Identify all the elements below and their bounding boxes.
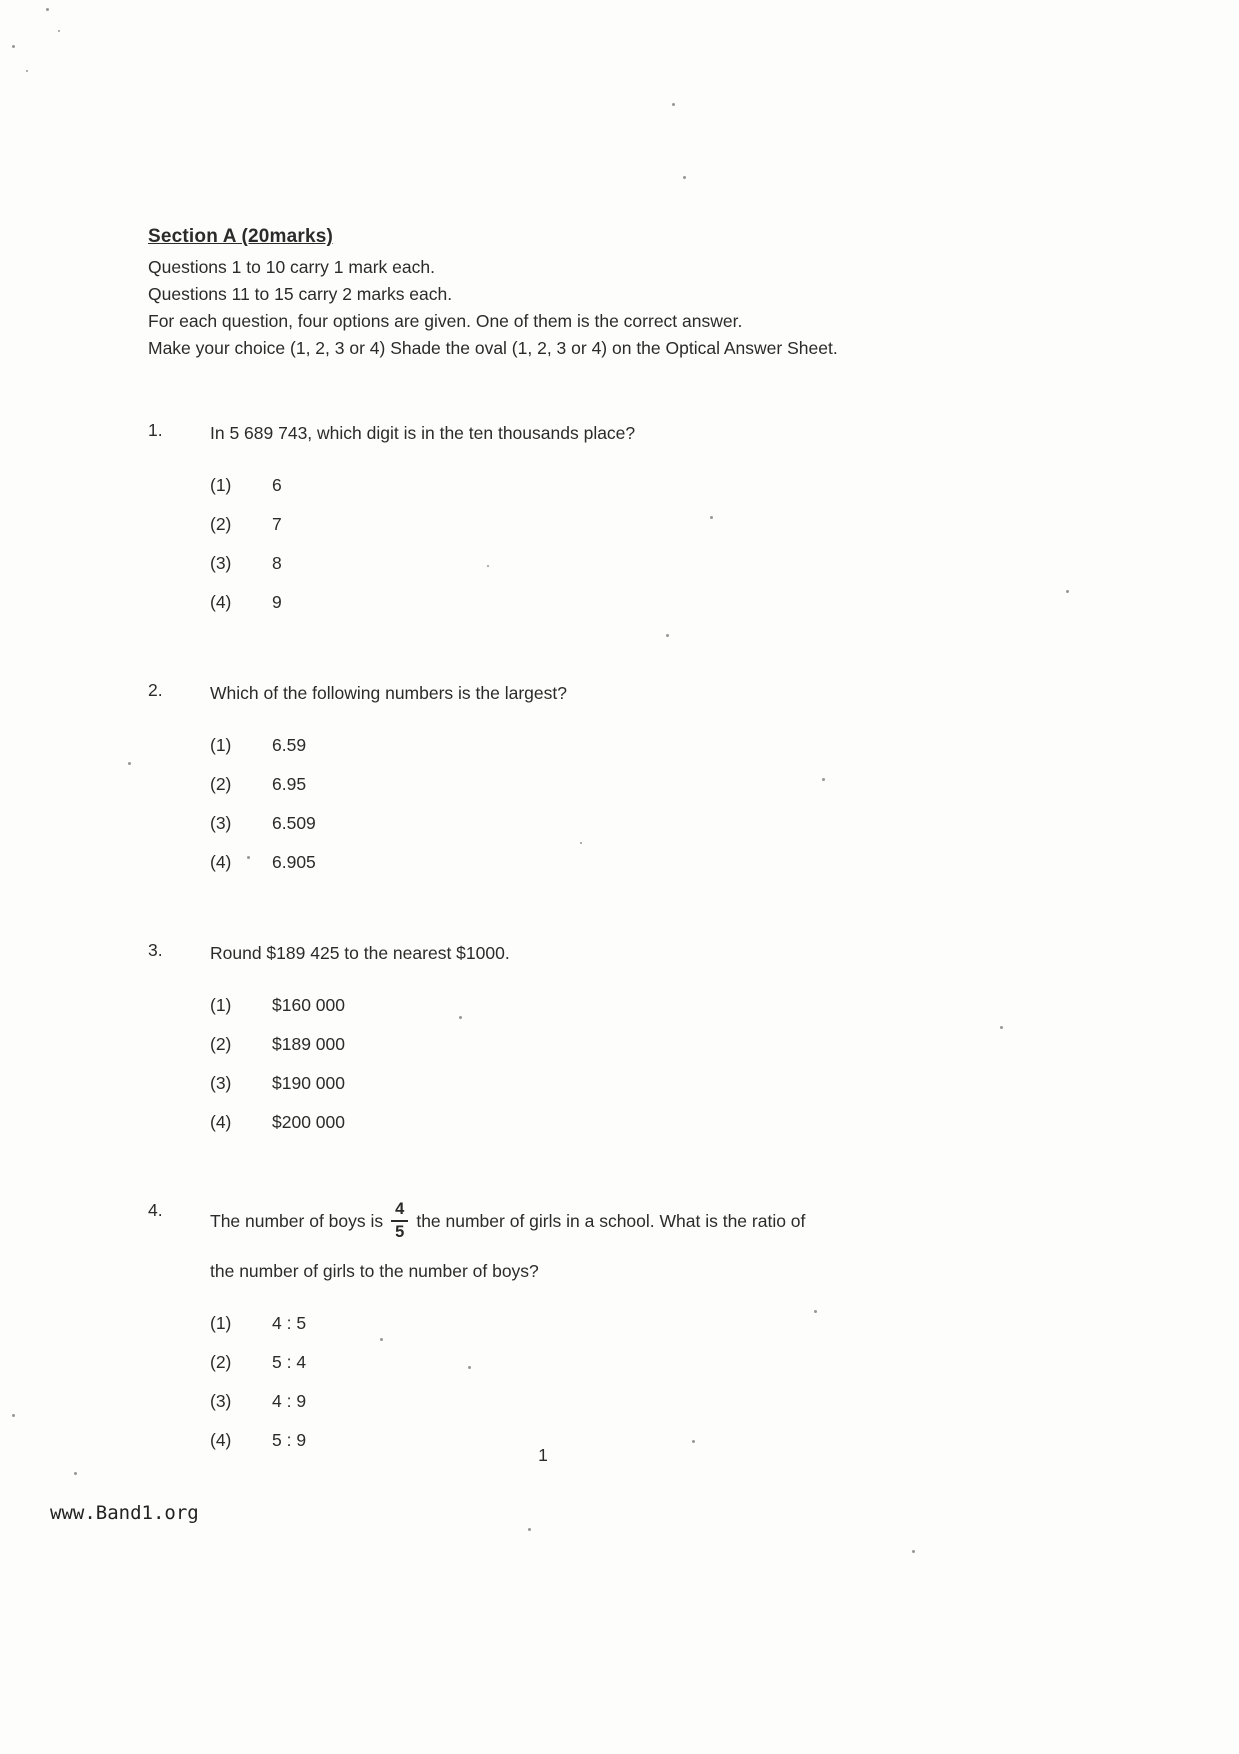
scan-speck <box>12 1414 15 1417</box>
header-line: Make your choice (1, 2, 3 or 4) Shade the oval (1, 2, 3 or 4) on the Optical Answer Sheet. <box>148 338 838 358</box>
question-block <box>148 420 948 622</box>
option-row <box>210 1343 948 1382</box>
scan-speck <box>1066 590 1069 593</box>
scan-speck <box>459 1016 462 1019</box>
option-value: 4 : 9 <box>272 1391 307 1411</box>
question-text <box>210 1200 948 1242</box>
option-value: 6.59 <box>272 735 307 755</box>
page-number: 1 <box>538 1445 548 1465</box>
fraction-denominator: 5 <box>395 1223 405 1241</box>
questions <box>148 420 948 1460</box>
scan-speck <box>26 70 28 72</box>
options-list <box>210 1304 948 1460</box>
option-row <box>210 466 948 505</box>
option-row <box>210 1103 948 1142</box>
option-value: 6 <box>272 475 282 495</box>
option-row <box>210 1304 948 1343</box>
scan-speck <box>74 1472 77 1475</box>
options-list <box>210 466 948 622</box>
fraction-numerator: 4 <box>391 1200 408 1222</box>
option-row <box>210 804 948 843</box>
question-number: 3. <box>148 940 163 960</box>
scan-speck <box>12 45 15 48</box>
option-value: $160 000 <box>272 995 345 1015</box>
option-label: (2) <box>210 514 232 534</box>
option-label: (1) <box>210 735 232 755</box>
option-value: $189 000 <box>272 1034 345 1054</box>
option-value: $200 000 <box>272 1112 345 1132</box>
fraction <box>391 1200 408 1242</box>
option-row <box>210 986 948 1025</box>
scan-speck <box>528 1528 531 1531</box>
option-row <box>210 1064 948 1103</box>
options-list <box>210 726 948 882</box>
option-row <box>210 1025 948 1064</box>
scan-speck <box>672 103 675 106</box>
header-line: For each question, four options are given. One of them is the correct answer. <box>148 311 743 331</box>
scan-speck <box>822 778 825 781</box>
option-row <box>210 583 948 622</box>
option-value: 5 : 4 <box>272 1352 307 1372</box>
scan-speck <box>710 516 713 519</box>
option-label: (1) <box>210 995 232 1015</box>
scan-speck <box>380 1338 383 1341</box>
scan-speck <box>46 8 49 11</box>
section-title: Section A (20marks) <box>148 226 334 247</box>
option-label: (3) <box>210 553 232 573</box>
option-label: (2) <box>210 774 232 794</box>
option-label: (1) <box>210 1313 232 1333</box>
option-row <box>210 1382 948 1421</box>
option-value: 6.95 <box>272 774 307 794</box>
question-number: 4. <box>148 1200 163 1220</box>
option-label: (4) <box>210 1430 232 1450</box>
option-row <box>210 544 948 583</box>
option-value: 8 <box>272 553 282 573</box>
question-block <box>148 940 948 1142</box>
scan-speck <box>814 1310 817 1313</box>
question-text: Which of the following numbers is the largest? <box>210 683 567 703</box>
option-value: 9 <box>272 592 282 612</box>
option-value: 6.905 <box>272 852 316 872</box>
option-row <box>210 505 948 544</box>
option-row <box>210 843 948 882</box>
scan-speck <box>1000 1026 1003 1029</box>
scan-speck <box>58 30 60 32</box>
option-label: (4) <box>210 852 232 872</box>
option-label: (3) <box>210 1391 232 1411</box>
scan-speck <box>468 1366 471 1369</box>
option-value: 7 <box>272 514 282 534</box>
scan-speck <box>247 856 250 859</box>
option-label: (1) <box>210 475 232 495</box>
option-row <box>210 765 948 804</box>
scan-speck <box>683 176 686 179</box>
scan-speck <box>580 842 582 844</box>
header-lines <box>148 254 948 362</box>
options-list <box>210 986 948 1142</box>
question-block <box>148 680 948 882</box>
question-number: 1. <box>148 420 163 440</box>
option-label: (4) <box>210 1112 232 1132</box>
option-row <box>210 726 948 765</box>
header-line: Questions 1 to 10 carry 1 mark each. <box>148 257 435 277</box>
option-value: $190 000 <box>272 1073 345 1093</box>
scan-speck <box>912 1550 915 1553</box>
watermark-url: www.Band1.org <box>50 1502 199 1524</box>
option-label: (3) <box>210 1073 232 1093</box>
option-value: 4 : 5 <box>272 1313 307 1333</box>
option-value: 5 : 9 <box>272 1430 307 1450</box>
question-text-before: The number of boys is <box>210 1211 384 1231</box>
option-label: (2) <box>210 1352 232 1372</box>
page-content <box>148 226 948 1460</box>
option-value: 6.509 <box>272 813 316 833</box>
question-text: Round $189 425 to the nearest $1000. <box>210 943 510 963</box>
question-text: In 5 689 743, which digit is in the ten thousands place? <box>210 423 636 443</box>
question-text-line2: the number of girls to the number of boys? <box>210 1261 539 1281</box>
option-label: (2) <box>210 1034 232 1054</box>
option-label: (4) <box>210 592 232 612</box>
scan-speck <box>128 762 131 765</box>
header-line: Questions 11 to 15 carry 2 marks each. <box>148 284 453 304</box>
question-block <box>148 1200 948 1460</box>
option-label: (3) <box>210 813 232 833</box>
scan-speck <box>487 565 489 567</box>
question-number: 2. <box>148 680 163 700</box>
scan-speck <box>666 634 669 637</box>
question-text-after: the number of girls in a school. What is the ratio of <box>416 1211 806 1231</box>
scan-speck <box>692 1440 695 1443</box>
